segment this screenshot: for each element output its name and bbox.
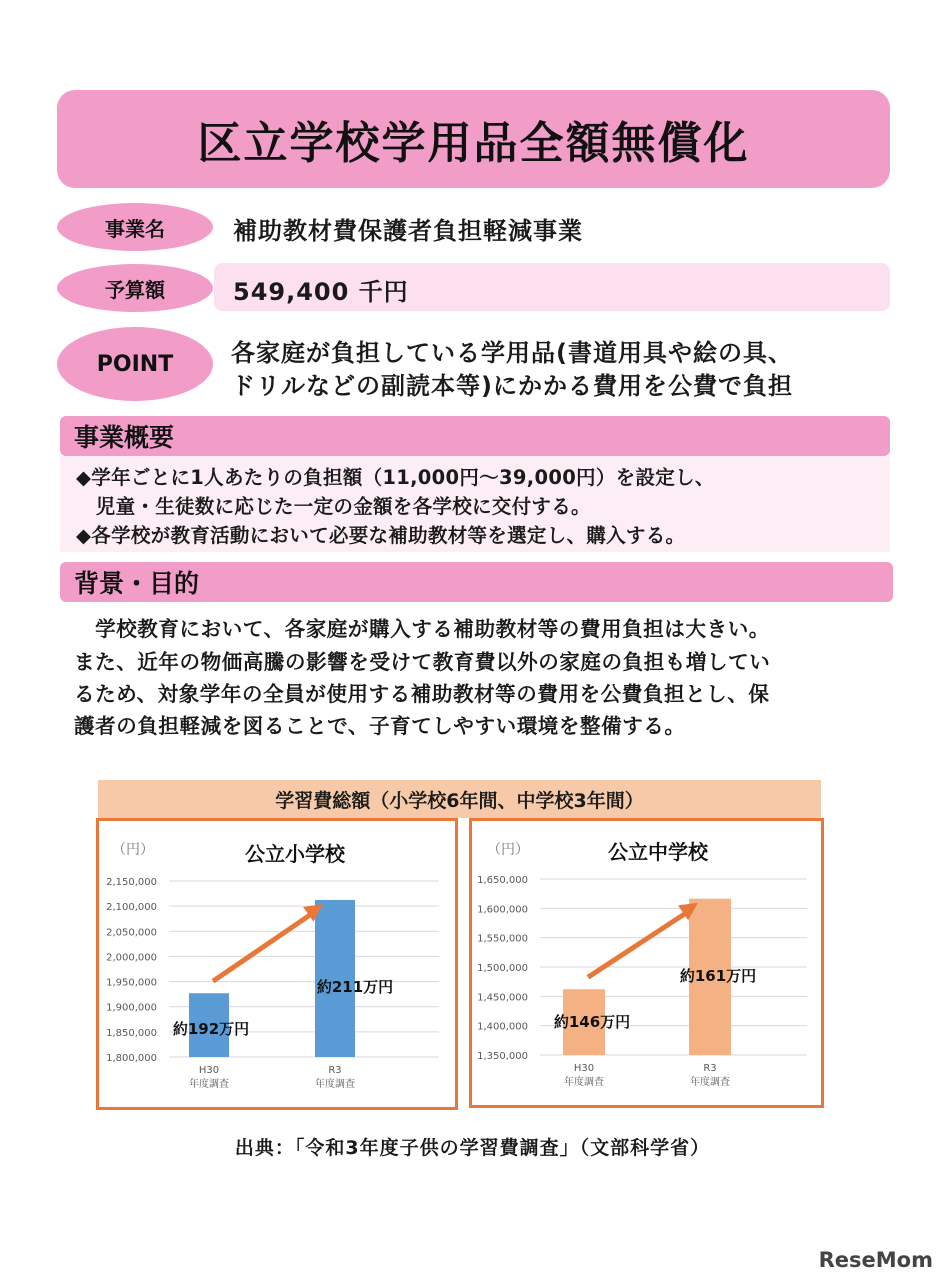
y-tick-label: 1,400,000 bbox=[477, 1021, 528, 1033]
resemom-logo: ReseMom bbox=[818, 1248, 933, 1272]
point-line-1: 各家庭が負担している学用品(書道用具や絵の具、 bbox=[231, 339, 793, 367]
point-line-2: ドリルなどの副読本等)にかかる費用を公費で負担 bbox=[231, 372, 793, 400]
y-axis-unit-label: （円） bbox=[487, 842, 529, 858]
data-label: 約211万円 bbox=[316, 978, 394, 996]
project-name-value: 補助教材費保護者負担軽減事業 bbox=[233, 217, 583, 245]
junior-high-school-chart bbox=[472, 821, 821, 1105]
x-tick-sublabel: 年度調査 bbox=[315, 1079, 355, 1090]
x-tick-label: R3 bbox=[703, 1063, 717, 1074]
data-label: 約146万円 bbox=[553, 1013, 631, 1031]
background-line-3: るため、対象学年の全員が使用する補助教材等の費用を公費負担とし、保 bbox=[74, 682, 770, 706]
background-line-4: 護者の負担軽減を図ることで、子育てしやすい環境を整備する。 bbox=[74, 714, 686, 738]
point-label: POINT bbox=[57, 327, 213, 401]
overview-heading-text: 事業概要 bbox=[74, 423, 175, 452]
x-tick-label: H30 bbox=[198, 1065, 220, 1076]
y-tick-label: 1,350,000 bbox=[477, 1051, 528, 1062]
y-tick-label: 1,500,000 bbox=[477, 963, 528, 974]
y-tick-label: 2,000,000 bbox=[106, 952, 157, 964]
background-line-2: また、近年の物価高騰の影響を受けて教育費以外の家庭の負担も増してい bbox=[74, 650, 771, 674]
overview-line-1: ◆学年ごとに1人あたりの負担額（11,000円～39,000円）を設定し、 bbox=[76, 466, 715, 489]
x-tick-sublabel: 年度調査 bbox=[690, 1077, 730, 1088]
y-tick-label: 2,100,000 bbox=[106, 902, 157, 914]
y-tick-label: 1,800,000 bbox=[106, 1053, 157, 1064]
y-tick-label: 1,650,000 bbox=[477, 875, 528, 886]
x-tick-label: H30 bbox=[573, 1063, 595, 1074]
y-tick-label: 1,950,000 bbox=[106, 977, 157, 989]
budget-label: 予算額 bbox=[57, 264, 213, 312]
project-name-label: 事業名 bbox=[57, 203, 213, 251]
title-banner bbox=[57, 90, 890, 188]
y-tick-label: 2,050,000 bbox=[106, 927, 157, 939]
data-label: 約192万円 bbox=[172, 1020, 250, 1038]
junior-high-chart-frame bbox=[469, 818, 824, 1108]
background-line-1: 学校教育において、各家庭が購入する補助教材等の費用負担は大きい。 bbox=[74, 617, 770, 641]
x-tick-sublabel: 年度調査 bbox=[189, 1079, 229, 1090]
y-tick-label: 1,550,000 bbox=[477, 933, 528, 945]
y-tick-label: 1,600,000 bbox=[477, 904, 528, 916]
chart-title: 公立中学校 bbox=[608, 840, 708, 864]
budget-value: 549,400 千円 bbox=[233, 278, 409, 306]
background-heading-text: 背景・目的 bbox=[74, 569, 200, 598]
background-heading bbox=[60, 562, 893, 602]
y-tick-label: 1,900,000 bbox=[106, 1002, 157, 1014]
overview-line-2: 児童・生徒数に応じた一定の金額を各学校に交付する。 bbox=[76, 495, 591, 518]
page-title: 区立学校学用品全額無償化 bbox=[197, 118, 750, 169]
source-citation: 出典：「令和3年度子供の学習費調査」（文部科学省） bbox=[234, 1137, 711, 1159]
elementary-school-chart bbox=[99, 821, 455, 1107]
x-tick-label: R3 bbox=[328, 1065, 342, 1076]
chart-title: 公立小学校 bbox=[245, 842, 345, 866]
x-tick-sublabel: 年度調査 bbox=[564, 1077, 604, 1088]
trend-arrow-line bbox=[213, 913, 313, 981]
overview-line-3: ◆各学校が教育活動において必要な補助教材等を選定し、購入する。 bbox=[76, 524, 686, 547]
y-tick-label: 2,150,000 bbox=[106, 877, 157, 888]
elementary-chart-frame bbox=[96, 818, 458, 1110]
chart-header bbox=[98, 780, 821, 818]
chart-header-text: 学習費総額（小学校6年間、中学校3年間） bbox=[275, 789, 644, 812]
data-label: 約161万円 bbox=[679, 967, 757, 985]
y-tick-label: 1,450,000 bbox=[477, 992, 528, 1004]
y-tick-label: 1,850,000 bbox=[106, 1027, 157, 1039]
overview-heading bbox=[60, 416, 890, 456]
y-axis-unit-label: （円） bbox=[112, 842, 154, 858]
